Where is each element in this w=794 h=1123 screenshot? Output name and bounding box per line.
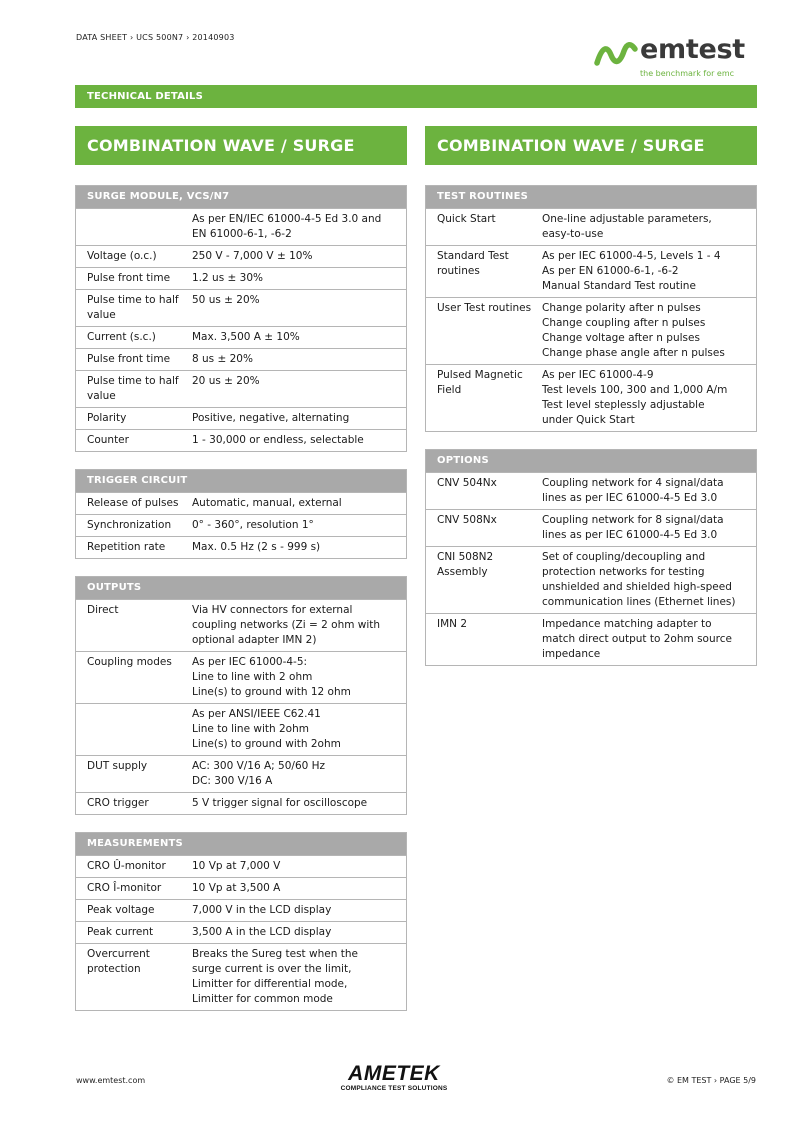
spec-label-line: Overcurrent — [87, 948, 150, 960]
spec-label-line: IMN 2 — [437, 618, 468, 630]
column-title: COMBINATION WAVE / SURGE — [425, 126, 757, 165]
spec-label-line: routines — [437, 265, 480, 277]
spec-label-line: Field — [437, 384, 462, 396]
footer-url[interactable]: www.emtest.com — [76, 1076, 146, 1085]
spec-label-line: Peak voltage — [87, 904, 155, 916]
ametek-logo — [332, 1063, 456, 1097]
spec-value-line: Limitter for differential mode, — [192, 978, 348, 990]
spec-label — [76, 540, 192, 555]
spec-row — [76, 792, 406, 814]
spec-value — [192, 947, 406, 1007]
spec-row — [426, 208, 756, 245]
spec-value-line: 1 - 30,000 or endless, selectable — [192, 434, 364, 446]
spec-value-line: 10 Vp at 7,000 V — [192, 860, 281, 872]
spec-value-line: Change coupling after n pulses — [542, 317, 706, 329]
spec-value-line: impedance — [542, 648, 601, 660]
spec-row — [76, 407, 406, 429]
spec-row — [76, 855, 406, 877]
spec-row — [426, 613, 756, 665]
emtest-logo[interactable] — [594, 36, 759, 82]
spec-label — [76, 411, 192, 426]
spec-row — [76, 599, 406, 651]
spec-value — [542, 550, 756, 610]
spec-value — [192, 925, 406, 940]
column-title: COMBINATION WAVE / SURGE — [75, 126, 407, 165]
spec-value-line: Line(s) to ground with 12 ohm — [192, 686, 351, 698]
spec-row — [76, 899, 406, 921]
spec-label — [76, 881, 192, 896]
spec-row — [76, 267, 406, 289]
spec-value — [192, 655, 406, 700]
spec-value — [192, 796, 406, 811]
spec-value — [192, 249, 406, 264]
spec-label — [76, 796, 192, 811]
spec-value-line: Change voltage after n pulses — [542, 332, 700, 344]
spec-row — [76, 348, 406, 370]
spec-label-line: Peak current — [87, 926, 154, 938]
spec-row — [76, 703, 406, 755]
spec-label-line: Standard Test — [437, 250, 509, 262]
spec-value-line: 7,000 V in the LCD display — [192, 904, 332, 916]
spec-value — [542, 368, 756, 428]
spec-label — [426, 249, 542, 294]
spec-value-line: 5 V trigger signal for oscilloscope — [192, 797, 368, 809]
spec-label-line: CNV 504Nx — [437, 477, 497, 489]
spec-value-line: coupling networks (Zi = 2 ohm with — [192, 619, 381, 631]
spec-label — [76, 249, 192, 264]
spec-value-line: Max. 0.5 Hz (2 s - 999 s) — [192, 541, 321, 553]
spec-label-line: Assembly — [437, 566, 488, 578]
spec-value-line: Line to line with 2ohm — [192, 723, 309, 735]
spec-label-line: CRO Û-monitor — [87, 860, 166, 872]
spec-row — [426, 245, 756, 297]
spec-value-line: Set of coupling/decoupling and — [542, 551, 706, 563]
spec-value-line: Test level steplessly adjustable — [542, 399, 705, 411]
section-title: TECHNICAL DETAILS — [75, 85, 757, 108]
spec-row — [426, 546, 756, 613]
spec-value-line: DC: 300 V/16 A — [192, 775, 273, 787]
spec-value-line: 0° - 360°, resolution 1° — [192, 519, 314, 531]
spec-value — [542, 617, 756, 662]
right-column — [425, 126, 757, 683]
spec-label — [76, 271, 192, 286]
spec-value-line: Limitter for common mode — [192, 993, 333, 1005]
spec-value-line: optional adapter IMN 2) — [192, 634, 317, 646]
logo-tagline: the benchmark for emc — [640, 69, 735, 78]
spec-row — [76, 289, 406, 326]
spec-label-line: Current (s.c.) — [87, 331, 156, 343]
spec-value-line: Via HV connectors for external — [192, 604, 353, 616]
spec-value-line: lines as per IEC 61000-4-5 Ed 3.0 — [542, 492, 718, 504]
spec-label-line: Direct — [87, 604, 119, 616]
spec-table-heading: TRIGGER CIRCUIT — [76, 470, 406, 492]
spec-label — [76, 330, 192, 345]
spec-value — [192, 603, 406, 648]
spec-value-line: EN 61000-6-1, -6-2 — [192, 228, 292, 240]
spec-label — [426, 550, 542, 610]
spec-value-line: Impedance matching adapter to — [542, 618, 712, 630]
spec-value-line: match direct output to 2ohm source — [542, 633, 732, 645]
spec-label-line: Pulsed Magnetic — [437, 369, 523, 381]
spec-value-line: unshielded and shielded high-speed — [542, 581, 732, 593]
spec-label — [76, 759, 192, 789]
spec-label — [76, 707, 192, 752]
spec-value — [542, 249, 756, 294]
spec-value-line: Test levels 100, 300 and 1,000 A/m — [542, 384, 728, 396]
spec-value-line: Breaks the Sureg test when the — [192, 948, 358, 960]
spec-label-line: CRO trigger — [87, 797, 149, 809]
spec-value-line: As per EN/IEC 61000-4-5 Ed 3.0 and — [192, 213, 382, 225]
spec-value-line: Manual Standard Test routine — [542, 280, 696, 292]
emtest-wave-icon — [594, 39, 638, 69]
spec-row — [76, 651, 406, 703]
spec-row — [76, 536, 406, 558]
spec-value — [192, 411, 406, 426]
spec-value-line: As per IEC 61000-4-5, Levels 1 - 4 — [542, 250, 721, 262]
spec-value-line: One-line adjustable parameters, — [542, 213, 712, 225]
spec-value-line: communication lines (Ethernet lines) — [542, 596, 736, 608]
spec-label — [426, 212, 542, 242]
spec-row — [76, 326, 406, 348]
spec-table — [75, 185, 407, 452]
spec-row — [76, 921, 406, 943]
spec-value-line: Line to line with 2 ohm — [192, 671, 313, 683]
spec-table-heading: TEST ROUTINES — [426, 186, 756, 208]
spec-label — [76, 603, 192, 648]
spec-table-heading: OPTIONS — [426, 450, 756, 472]
spec-label — [426, 301, 542, 361]
spec-label — [76, 903, 192, 918]
spec-label — [426, 368, 542, 428]
spec-value — [192, 433, 406, 448]
spec-value — [542, 476, 756, 506]
spec-value-line: 1.2 us ± 30% — [192, 272, 263, 284]
spec-label-line: Synchronization — [87, 519, 172, 531]
spec-value — [542, 301, 756, 361]
spec-row — [76, 514, 406, 536]
spec-value-line: 8 us ± 20% — [192, 353, 253, 365]
spec-label-line: CNI 508N2 — [437, 551, 494, 563]
spec-value-line: Change polarity after n pulses — [542, 302, 701, 314]
spec-row — [76, 370, 406, 407]
spec-value — [192, 881, 406, 896]
spec-label-line: CRO Î-monitor — [87, 882, 162, 894]
spec-value-line: easy-to-use — [542, 228, 604, 240]
spec-label — [76, 925, 192, 940]
spec-value — [542, 212, 756, 242]
spec-label — [76, 518, 192, 533]
spec-label-line: Quick Start — [437, 213, 496, 225]
spec-value-line: surge current is over the limit, — [192, 963, 352, 975]
spec-label-line: Repetition rate — [87, 541, 166, 553]
spec-value-line: protection networks for testing — [542, 566, 705, 578]
left-tables — [75, 185, 407, 1011]
spec-row — [76, 429, 406, 451]
logo-wordmark: emtest — [640, 34, 745, 65]
spec-label-line: Polarity — [87, 412, 127, 424]
spec-label — [426, 617, 542, 662]
spec-value — [192, 496, 406, 511]
spec-label — [76, 374, 192, 404]
spec-label — [76, 212, 192, 242]
spec-value-line: Automatic, manual, external — [192, 497, 342, 509]
left-column — [75, 126, 407, 1028]
spec-row — [426, 509, 756, 546]
spec-value — [192, 759, 406, 789]
breadcrumb: DATA SHEET › UCS 500N7 › 20140903 — [76, 33, 235, 42]
spec-row — [76, 877, 406, 899]
spec-value — [192, 859, 406, 874]
spec-label-line: Release of pulses — [87, 497, 179, 509]
spec-value-line: AC: 300 V/16 A; 50/60 Hz — [192, 760, 326, 772]
spec-label — [76, 293, 192, 323]
spec-value-line: 50 us ± 20% — [192, 294, 260, 306]
spec-label-line: Pulse time to half — [87, 294, 179, 306]
spec-label-line: Pulse front time — [87, 353, 171, 365]
spec-row — [426, 297, 756, 364]
right-tables — [425, 185, 757, 666]
spec-table — [425, 185, 757, 432]
spec-table — [75, 576, 407, 815]
spec-value-line: 10 Vp at 3,500 A — [192, 882, 281, 894]
spec-value-line: Change phase angle after n pulses — [542, 347, 725, 359]
spec-row — [76, 755, 406, 792]
spec-value — [192, 707, 406, 752]
spec-label-line: CNV 508Nx — [437, 514, 497, 526]
spec-value-line: lines as per IEC 61000-4-5 Ed 3.0 — [542, 529, 718, 541]
spec-label-line: Counter — [87, 434, 129, 446]
spec-label-line: DUT supply — [87, 760, 148, 772]
spec-label — [76, 947, 192, 1007]
spec-value-line: As per ANSI/IEEE C62.41 — [192, 708, 321, 720]
spec-value-line: As per IEC 61000-4-9 — [542, 369, 654, 381]
spec-value — [192, 518, 406, 533]
spec-label-line: Pulse front time — [87, 272, 171, 284]
spec-table-heading: MEASUREMENTS — [76, 833, 406, 855]
spec-table-heading: OUTPUTS — [76, 577, 406, 599]
page-number: © EM TEST › PAGE 5/9 — [666, 1076, 756, 1085]
spec-value-line: Coupling network for 8 signal/data — [542, 514, 724, 526]
spec-value — [192, 540, 406, 555]
spec-label — [426, 513, 542, 543]
spec-row — [76, 245, 406, 267]
spec-label — [76, 352, 192, 367]
spec-label-line: Voltage (o.c.) — [87, 250, 157, 262]
spec-value — [192, 374, 406, 404]
spec-value-line: 250 V - 7,000 V ± 10% — [192, 250, 313, 262]
spec-value-line: Max. 3,500 A ± 10% — [192, 331, 300, 343]
spec-value — [542, 513, 756, 543]
ametek-subtitle: COMPLIANCE TEST SOLUTIONS — [340, 1085, 448, 1092]
spec-value-line: under Quick Start — [542, 414, 635, 426]
spec-value-line: As per IEC 61000-4-5: — [192, 656, 308, 668]
spec-value-line: 20 us ± 20% — [192, 375, 260, 387]
spec-label-line: protection — [87, 963, 141, 975]
spec-value-line: Positive, negative, alternating — [192, 412, 350, 424]
spec-value — [192, 212, 406, 242]
spec-row — [426, 364, 756, 431]
spec-value — [192, 903, 406, 918]
spec-value — [192, 293, 406, 323]
spec-value-line: Line(s) to ground with 2ohm — [192, 738, 341, 750]
spec-label — [76, 655, 192, 700]
spec-label — [426, 476, 542, 506]
spec-label-line: Coupling modes — [87, 656, 172, 668]
spec-value — [192, 330, 406, 345]
spec-row — [426, 472, 756, 509]
spec-label-line: Pulse time to half — [87, 375, 179, 387]
spec-table — [75, 832, 407, 1011]
spec-value — [192, 271, 406, 286]
spec-row — [76, 492, 406, 514]
spec-label — [76, 496, 192, 511]
spec-table — [425, 449, 757, 666]
ametek-wordmark: AMETEK — [348, 1062, 440, 1085]
spec-label-line: value — [87, 390, 116, 402]
spec-value-line: Coupling network for 4 signal/data — [542, 477, 724, 489]
spec-value-line: As per EN 61000-6-1, -6-2 — [542, 265, 679, 277]
spec-label-line: value — [87, 309, 116, 321]
spec-row — [76, 208, 406, 245]
spec-value — [192, 352, 406, 367]
spec-table-heading: SURGE MODULE, VCS/N7 — [76, 186, 406, 208]
spec-label — [76, 859, 192, 874]
spec-value-line: 3,500 A in the LCD display — [192, 926, 332, 938]
spec-label — [76, 433, 192, 448]
spec-label-line: User Test routines — [437, 302, 532, 314]
spec-row — [76, 943, 406, 1010]
spec-table — [75, 469, 407, 559]
